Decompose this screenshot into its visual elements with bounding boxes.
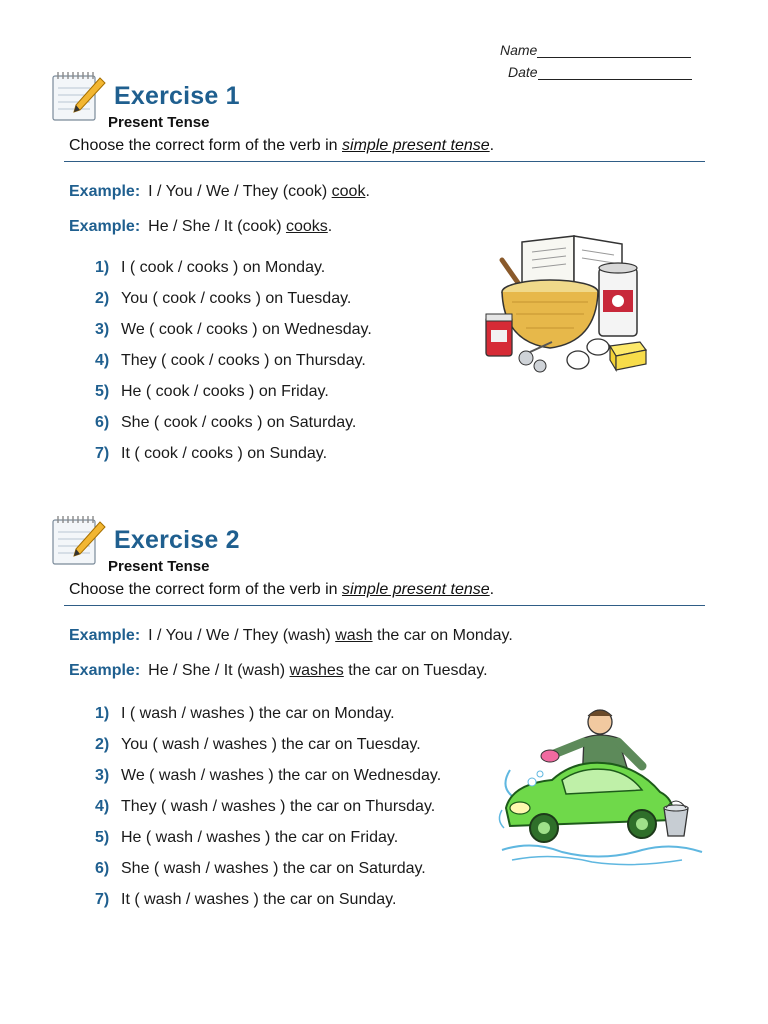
divider	[64, 161, 705, 162]
notepad-pencil-icon	[50, 514, 106, 566]
date-label: Date	[508, 64, 538, 80]
divider	[64, 605, 705, 606]
instruction: Choose the correct form of the verb in simple present tense.	[69, 137, 495, 154]
list-item: 3) We ( wash / washes ) the car on Wednesday.	[95, 767, 442, 784]
list-item: 6) She ( wash / washes ) the car on Saturday.	[95, 860, 426, 877]
exercise-title: Exercise 1	[114, 82, 240, 110]
instruction: Choose the correct form of the verb in simple present tense.	[69, 581, 495, 598]
name-blank[interactable]	[537, 43, 691, 58]
notepad-pencil-icon	[50, 70, 106, 122]
list-item: 7) It ( wash / washes ) the car on Sunday.	[95, 891, 397, 908]
list-item: 6) She ( cook / cooks ) on Saturday.	[95, 414, 357, 431]
example-2: Example: He / She / It (cook) cooks.	[69, 218, 333, 235]
cooking-ingredients-icon	[482, 230, 652, 380]
list-item: 4) They ( cook / cooks ) on Thursday.	[95, 352, 366, 369]
exercise-2	[0, 514, 768, 954]
list-item: 2) You ( cook / cooks ) on Tuesday.	[95, 290, 352, 307]
list-item: 7) It ( cook / cooks ) on Sunday.	[95, 445, 328, 462]
exercise-1	[0, 70, 768, 510]
exercise-subtitle: Present Tense	[108, 558, 210, 575]
car-wash-icon	[492, 700, 712, 870]
list-item: 5) He ( wash / washes ) the car on Friday.	[95, 829, 399, 846]
list-item: 1) I ( cook / cooks ) on Monday.	[95, 259, 326, 276]
example-2: Example: He / She / It (wash) washes the car on Tuesday.	[69, 662, 488, 679]
list-item: 1) I ( wash / washes ) the car on Monday.	[95, 705, 395, 722]
list-item: 2) You ( wash / washes ) the car on Tuesday.	[95, 736, 421, 753]
list-item: 5) He ( cook / cooks ) on Friday.	[95, 383, 329, 400]
example-1: Example: I / You / We / They (cook) cook.	[69, 183, 370, 200]
name-label: Name	[500, 42, 538, 58]
list-item: 4) They ( wash / washes ) the car on Thursday.	[95, 798, 436, 815]
list-item: 3) We ( cook / cooks ) on Wednesday.	[95, 321, 372, 338]
exercise-subtitle: Present Tense	[108, 114, 210, 131]
name-field	[500, 42, 691, 58]
example-1: Example: I / You / We / They (wash) wash the car on Monday.	[69, 627, 513, 644]
exercise-title: Exercise 2	[114, 526, 240, 554]
